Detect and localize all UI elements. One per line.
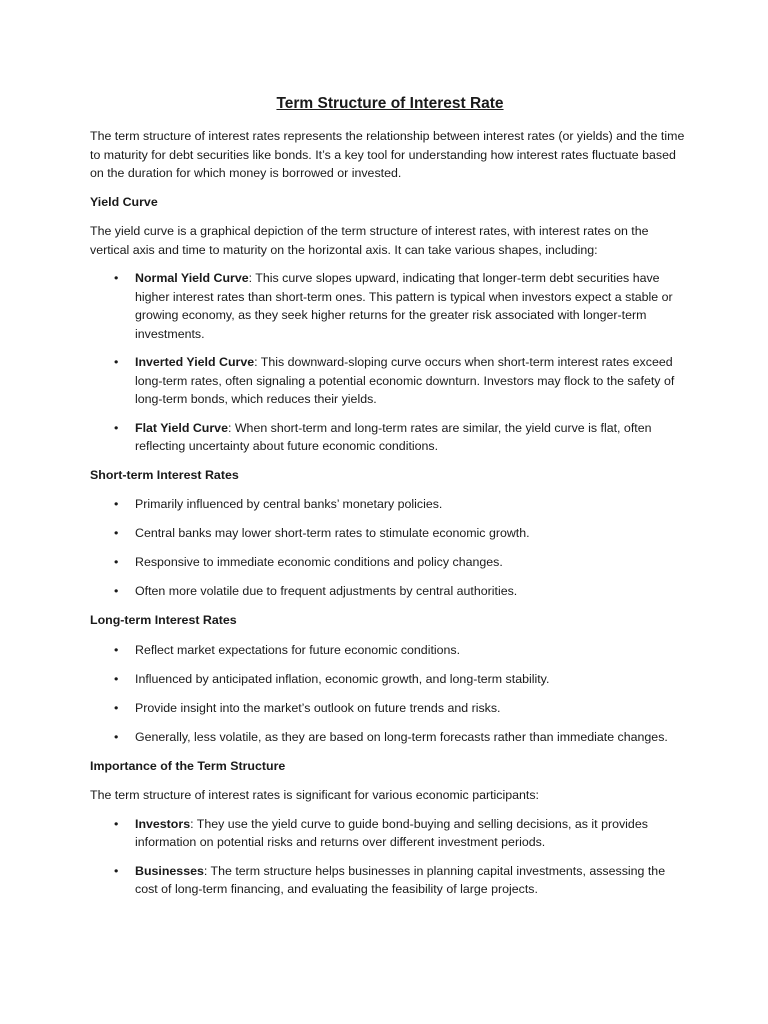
list-item: [90, 553, 690, 572]
list-item: [90, 419, 690, 456]
bullet-icon: •: [114, 355, 119, 369]
list-item-text: Influenced by anticipated inflation, economic growth, and long-term stability.: [135, 671, 550, 686]
bullet-icon: •: [114, 671, 119, 686]
bullet-icon: •: [114, 863, 119, 878]
section-heading-long-term: Long-term Interest Rates: [90, 613, 237, 627]
short-term-list: [90, 495, 690, 601]
yield-curve-list: [90, 269, 690, 456]
list-item: [90, 353, 690, 409]
list-item: [90, 862, 690, 899]
bullet-icon: •: [114, 555, 119, 569]
list-item-text: Often more volatile due to frequent adjustments by central authorities.: [135, 584, 518, 598]
list-item: [90, 495, 690, 514]
list-item: [90, 699, 690, 718]
list-item: [90, 815, 690, 852]
bullet-icon: •: [114, 729, 119, 744]
list-item: [90, 524, 690, 543]
bullet-icon: •: [114, 816, 119, 831]
section-heading-short-term: Short-term Interest Rates: [90, 467, 239, 482]
section-heading-importance: Importance of the Term Structure: [90, 758, 286, 773]
document-page: [90, 94, 690, 909]
list-item: [90, 728, 690, 747]
list-item-text: Primarily influenced by central banks’ monetary policies.: [135, 497, 443, 511]
list-item-text: : This curve slopes upward, indicating that longer-term debt securities have higher interest rates than short-term ones. This pattern is typical when investors expect a stable or growing economy, as they seek higher returns for the greater risk associated with longer-term investments.: [135, 271, 673, 341]
list-item: [90, 582, 690, 601]
bullet-icon: •: [114, 497, 119, 511]
long-term-list: [90, 641, 690, 747]
list-item-text: Provide insight into the market’s outlook on future trends and risks.: [135, 700, 501, 715]
bullet-icon: •: [114, 271, 119, 285]
list-item-text: : They use the yield curve to guide bond-buying and selling decisions, as it provides information on potential risks and returns over different investment periods.: [135, 816, 648, 849]
importance-list: [90, 815, 690, 899]
list-item-term: Investors: [135, 816, 191, 831]
list-item-text: Generally, less volatile, as they are based on long-term forecasts rather than immediate changes.: [135, 729, 668, 744]
list-item: [90, 670, 690, 689]
list-item: [90, 269, 690, 343]
list-item-text: : The term structure helps businesses in planning capital investments, assessing the cost of long-term financing, and evaluating the feasibility of large projects.: [135, 863, 666, 896]
yield-curve-paragraph: The yield curve is a graphical depiction of the term structure of interest rates, with interest rates on the vertical axis and time to maturity on the horizontal axis. It can take various shapes, including:: [90, 224, 649, 257]
list-item-text: Reflect market expectations for future economic conditions.: [135, 642, 461, 657]
page-title: Term Structure of Interest Rate: [276, 95, 504, 112]
bullet-icon: •: [114, 420, 119, 435]
list-item-term: Normal Yield Curve: [135, 271, 249, 285]
list-item-term: Flat Yield Curve: [135, 420, 228, 435]
list-item-term: Businesses: [135, 863, 204, 878]
bullet-icon: •: [114, 700, 119, 715]
bullet-icon: •: [114, 642, 119, 657]
section-heading-yield-curve: Yield Curve: [90, 194, 158, 209]
list-item-text: Central banks may lower short-term rates to stimulate economic growth.: [135, 526, 530, 540]
list-item-term: Inverted Yield Curve: [135, 355, 255, 369]
bullet-icon: •: [114, 584, 119, 598]
list-item: [90, 641, 690, 660]
list-item-text: : When short-term and long-term rates are similar, the yield curve is flat, often reflecting uncertainty about future economic conditions.: [135, 420, 652, 453]
intro-paragraph: The term structure of interest rates represents the relationship between interest rates (or yields) and the time to maturity for debt securities like bonds. It’s a key tool for understanding how interest rates fluctuate based on the duration for which money is borrowed or invested.: [90, 129, 685, 180]
bullet-icon: •: [114, 526, 119, 540]
importance-paragraph: The term structure of interest rates is significant for various economic participants:: [90, 788, 539, 802]
list-item-text: Responsive to immediate economic conditions and policy changes.: [135, 555, 503, 569]
list-item-text: : This downward-sloping curve occurs when short-term interest rates exceed long-term rates, often signaling a potential economic downturn. Investors may flock to the safety of long-term bonds, which reduces their yields.: [135, 355, 675, 406]
